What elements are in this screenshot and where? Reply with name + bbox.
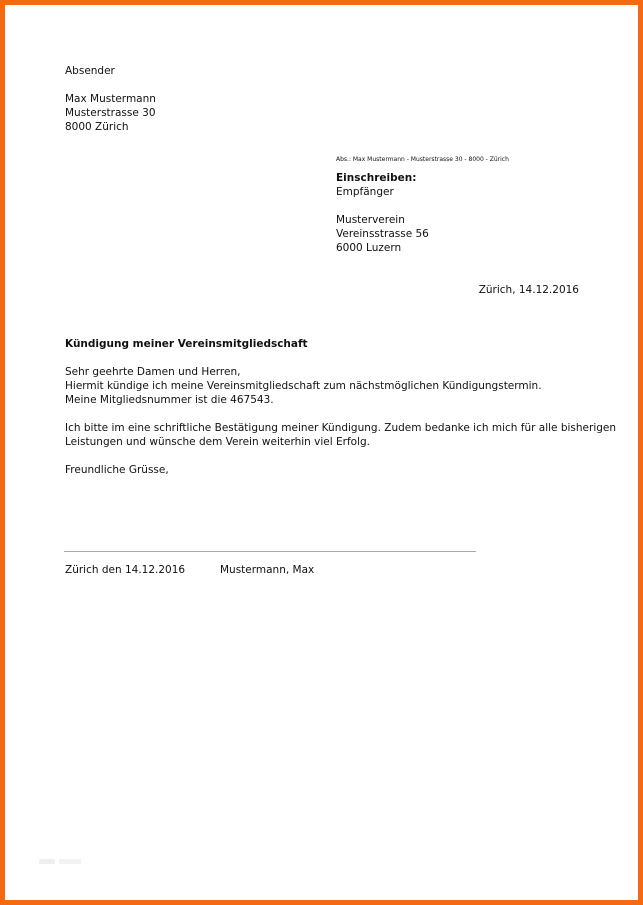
letter-body [65, 365, 616, 477]
recipient-street: Vereinsstrasse 56 [336, 228, 429, 240]
watermark-logo [39, 857, 81, 866]
closing: Freundliche Grüsse, [65, 464, 169, 476]
body-paragraph-1-line-1: Hiermit kündige ich meine Vereinsmitgliedschaft zum nächstmöglichen Kündigungstermin. [65, 380, 542, 392]
body-paragraph-2-line-1: Ich bitte im eine schriftliche Bestätigung meiner Kündigung. Zudem bedanke ich mich für alle bisherigen [65, 422, 617, 434]
sender-heading: Absender [65, 65, 115, 77]
sender-street: Musterstrasse 30 [65, 107, 156, 119]
recipient-name: Musterverein [336, 214, 405, 226]
recipient-city: 6000 Luzern [336, 242, 402, 254]
recipient-label: Empfänger [336, 186, 394, 198]
body-paragraph-2-line-2: Leistungen und wünsche dem Verein weiterhin viel Erfolg. [65, 436, 371, 448]
watermark-icon [39, 857, 81, 866]
delivery-type: Einschreiben: [336, 172, 417, 184]
signature-line [64, 551, 476, 552]
salutation: Sehr geehrte Damen und Herren, [65, 366, 241, 378]
body-paragraph-1-line-2: Meine Mitgliedsnummer ist die 467543. [65, 394, 274, 406]
recipient-block [336, 171, 429, 255]
return-address-line: Abs.: Max Mustermann - Musterstrasse 30 - 8000 - Zürich [336, 156, 509, 163]
sender-name: Max Mustermann [65, 93, 156, 105]
sender-block [65, 64, 156, 134]
sender-city: 8000 Zürich [65, 121, 129, 133]
signature-name: Mustermann, Max [220, 564, 315, 576]
subject-line: Kündigung meiner Vereinsmitgliedschaft [65, 338, 308, 350]
signature-place-date: Zürich den 14.12.2016 [65, 564, 186, 576]
date-line: Zürich, 14.12.2016 [478, 284, 579, 296]
